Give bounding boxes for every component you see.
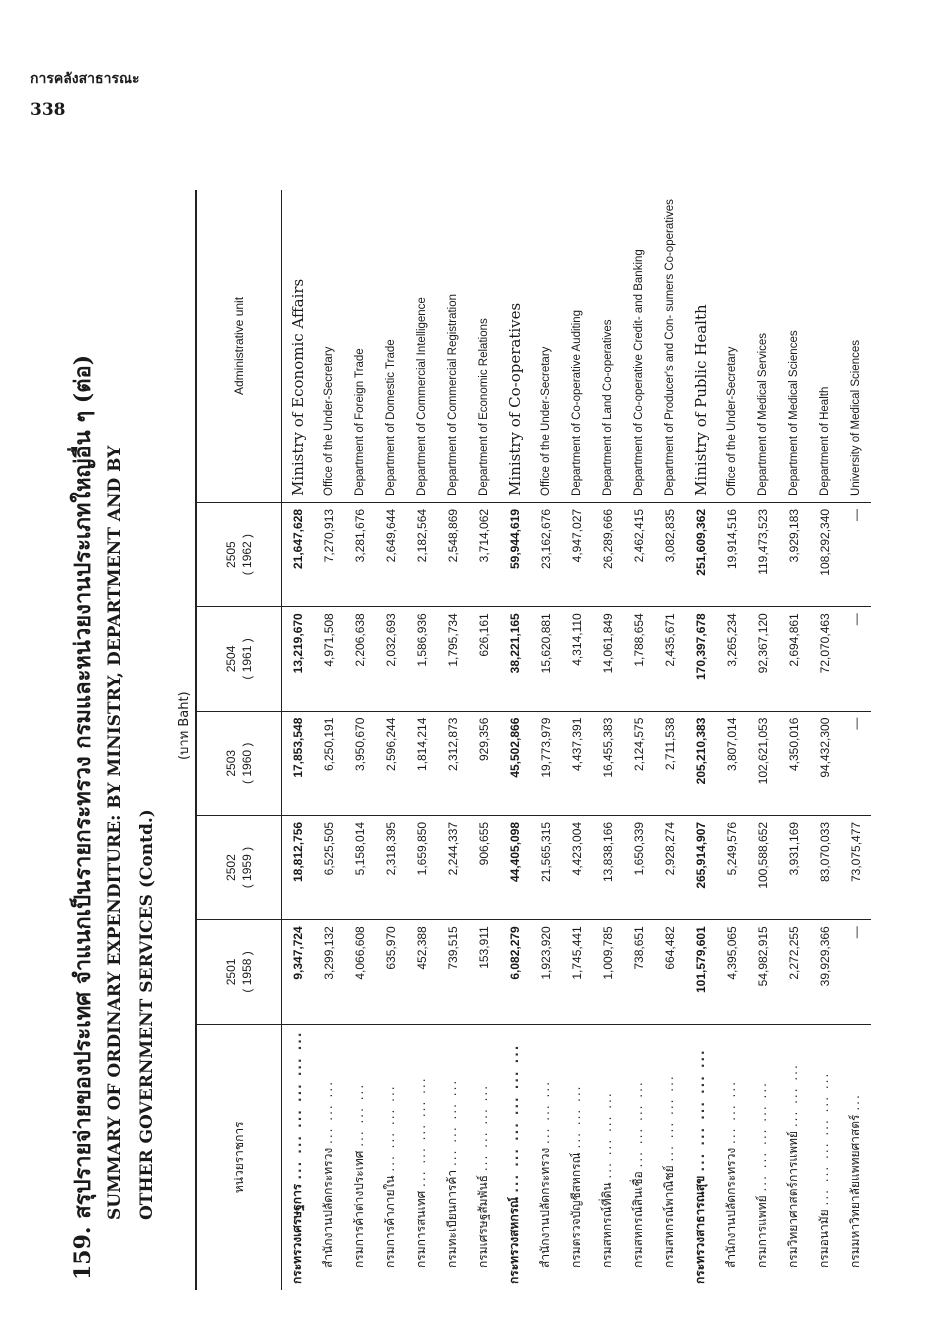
page-number: 338: [30, 100, 66, 120]
table-row: [623, 190, 654, 1290]
leader-dots: ... ... ... ... ... ...: [507, 1043, 521, 1193]
row-english-unit: Department of Producer's and Con- sumers Co-operatives: [654, 190, 685, 502]
table-row: [406, 190, 437, 1290]
thai-unit-label: กรมการค้าต่างประเทศ: [352, 1150, 366, 1268]
row-english-unit: Office of the Under-Secretary: [530, 190, 561, 502]
row-thai-unit: [282, 1024, 314, 1290]
value-cell: 2,312,873: [437, 711, 468, 815]
row-thai-unit: [654, 1024, 685, 1290]
leader-dots: ...: [848, 1093, 862, 1111]
value-cell: —: [840, 502, 871, 606]
value-cell: 3,265,234: [716, 607, 747, 711]
leader-dots: ... ... ...: [569, 1084, 583, 1149]
value-cell: 39,929,366: [809, 920, 840, 1024]
value-cell: 45,502,866: [499, 711, 530, 815]
table-row: [747, 190, 778, 1290]
year-be: 2505: [224, 541, 238, 568]
expenditure-table: [195, 190, 871, 1290]
row-english-unit: Department of Co-operative Auditing: [561, 190, 592, 502]
value-cell: 626,161: [468, 607, 499, 711]
value-cell: 906,655: [468, 815, 499, 919]
year-ad: ( 1958 ): [240, 951, 254, 993]
value-cell: 4,971,508: [313, 607, 344, 711]
table-row: [809, 190, 840, 1290]
row-thai-unit: [375, 1024, 406, 1290]
table-row: [654, 190, 685, 1290]
thai-unit-label: สำนักงานปลัดกระทรวง: [724, 1147, 738, 1268]
value-cell: 3,281,676: [344, 502, 375, 606]
value-cell: 6,082,279: [499, 920, 530, 1024]
value-cell: 108,292,340: [809, 502, 840, 606]
row-thai-unit: [406, 1024, 437, 1290]
row-english-unit: Department of Foreign Trade: [344, 190, 375, 502]
value-cell: 1,788,654: [623, 607, 654, 711]
row-thai-unit: [747, 1024, 778, 1290]
value-cell: 4,437,391: [561, 711, 592, 815]
row-thai-unit: [592, 1024, 623, 1290]
table-row: [437, 190, 468, 1290]
value-cell: 16,455,383: [592, 711, 623, 815]
value-cell: 2,244,337: [437, 815, 468, 919]
header-year-1960: [196, 711, 282, 815]
header-year-1958: [196, 920, 282, 1024]
value-cell: 119,473,523: [747, 502, 778, 606]
thai-unit-label: กรมอนามัย: [817, 1209, 831, 1268]
leader-dots: ... ... ...: [724, 1079, 738, 1144]
table-row: [716, 190, 747, 1290]
value-cell: 2,318,395: [375, 815, 406, 919]
row-thai-unit: [437, 1024, 468, 1290]
table-row: [468, 190, 499, 1290]
table-row: [778, 190, 809, 1290]
value-cell: 1,923,920: [530, 920, 561, 1024]
year-ad: ( 1959 ): [240, 846, 254, 889]
value-cell: 251,609,362: [685, 502, 716, 606]
thai-unit-label: กระทรวงสาธารณสุข: [693, 1175, 707, 1284]
value-cell: 452,388: [406, 920, 437, 1024]
thai-unit-label: สำนักงานปลัดกระทรวง: [321, 1147, 335, 1268]
value-cell: 26,289,666: [592, 502, 623, 606]
header-thai-unit: หน่วยราชการ: [196, 1024, 282, 1290]
leader-dots: ... ... ...: [352, 1082, 366, 1147]
value-cell: 19,914,516: [716, 502, 747, 606]
value-cell: 102,621,053: [747, 711, 778, 815]
value-cell: 44,405,098: [499, 815, 530, 919]
thai-unit-label: กระทรวงเศรษฐการ: [290, 1183, 304, 1284]
leader-dots: ... ... ... ... ... ...: [817, 1071, 831, 1206]
thai-unit-label: กรมสหกรณ์สินเชื่อ: [631, 1171, 645, 1268]
value-cell: 2,711,538: [654, 711, 685, 815]
leader-dots: ... ... ... ...: [476, 1083, 490, 1172]
table-row: [313, 190, 344, 1290]
value-cell: —: [840, 711, 871, 815]
value-cell: 170,397,678: [685, 607, 716, 711]
value-cell: 1,009,785: [592, 920, 623, 1024]
value-cell: 1,586,936: [406, 607, 437, 711]
table-title-english-line-1: SUMMARY OF ORDINARY EXPENDITURE: BY MINISTRY, DEPARTMENT AND BY: [105, 445, 125, 1220]
value-cell: 1,795,734: [437, 607, 468, 711]
value-cell: 3,931,169: [778, 815, 809, 919]
value-cell: 265,914,907: [685, 815, 716, 919]
value-cell: 4,066,608: [344, 920, 375, 1024]
table-row: [592, 190, 623, 1290]
value-cell: 73,075,477: [840, 815, 871, 919]
value-cell: 3,950,670: [344, 711, 375, 815]
row-thai-unit: [499, 1024, 530, 1290]
value-cell: 94,432,300: [809, 711, 840, 815]
thai-unit-label: กรมทะเบียนการค้า: [445, 1169, 459, 1268]
year-be: 2502: [224, 854, 238, 881]
value-cell: 2,182,564: [406, 502, 437, 606]
row-thai-unit: [840, 1024, 871, 1290]
value-cell: 1,650,339: [623, 815, 654, 919]
value-cell: 13,838,166: [592, 815, 623, 919]
value-cell: 2,206,638: [344, 607, 375, 711]
value-cell: 38,221,165: [499, 607, 530, 711]
thai-unit-label: กรมสหกรณ์ที่ดิน: [600, 1182, 614, 1268]
leader-dots: ... ... ...: [321, 1079, 335, 1144]
row-english-unit: Department of Domestic Trade: [375, 190, 406, 502]
value-cell: 72,070,463: [809, 607, 840, 711]
value-cell: 739,515: [437, 920, 468, 1024]
value-cell: —: [840, 607, 871, 711]
value-cell: 21,647,628: [282, 502, 314, 606]
leader-dots: ... ... ... ... ...: [414, 1076, 428, 1187]
row-thai-unit: [778, 1024, 809, 1290]
section-title: การคลังสาธารณะ: [30, 71, 140, 87]
table-row: [344, 190, 375, 1290]
value-cell: 23,162,676: [530, 502, 561, 606]
row-thai-unit: [809, 1024, 840, 1290]
unit-label: (บาท Baht): [177, 691, 192, 760]
row-english-unit: Department of Commercial Registration: [437, 190, 468, 502]
value-cell: 7,270,913: [313, 502, 344, 606]
leader-dots: ... ... ... ... ... ...: [290, 1030, 304, 1180]
row-thai-unit: [530, 1024, 561, 1290]
thai-unit-label: กรมการค้าภายใน: [383, 1175, 397, 1268]
value-cell: 6,250,191: [313, 711, 344, 815]
leader-dots: ... ... ... ...: [445, 1078, 459, 1167]
value-cell: 2,548,869: [437, 502, 468, 606]
value-cell: 4,350,016: [778, 711, 809, 815]
leader-dots: ... ... ... ...: [600, 1091, 614, 1179]
value-cell: 1,814,214: [406, 711, 437, 815]
row-english-unit: University of Medical Sciences: [840, 190, 871, 502]
value-cell: 4,423,004: [561, 815, 592, 919]
value-cell: 2,928,274: [654, 815, 685, 919]
value-cell: 1,659,850: [406, 815, 437, 919]
year-ad: ( 1962 ): [240, 533, 254, 576]
value-cell: 17,853,548: [282, 711, 314, 815]
header-year-1959: [196, 815, 282, 919]
year-be: 2501: [224, 958, 238, 986]
value-cell: 3,929,183: [778, 502, 809, 606]
year-be: 2504: [224, 645, 238, 673]
thai-unit-label: กรมตรวจบัญชีสหกรณ์: [569, 1152, 583, 1268]
value-cell: 4,947,027: [561, 502, 592, 606]
leader-dots: ... ... ... ...: [662, 1074, 676, 1162]
row-english-unit: Ministry of Public Health: [685, 190, 716, 502]
row-thai-unit: [716, 1024, 747, 1290]
row-english-unit: Ministry of Co-operatives: [499, 190, 530, 502]
value-cell: 83,070,033: [809, 815, 840, 919]
row-thai-unit: [623, 1024, 654, 1290]
value-cell: 153,911: [468, 920, 499, 1024]
value-cell: 3,807,014: [716, 711, 747, 815]
value-cell: 2,596,244: [375, 711, 406, 815]
row-thai-unit: [685, 1024, 716, 1290]
table-row: [282, 190, 314, 1290]
value-cell: 4,395,065: [716, 920, 747, 1024]
row-english-unit: Department of Medical Sciences: [778, 190, 809, 502]
value-cell: 14,061,849: [592, 607, 623, 711]
table-row: [840, 190, 871, 1290]
table-header-row: [196, 190, 282, 1290]
row-english-unit: Department of Health: [809, 190, 840, 502]
value-cell: 2,649,644: [375, 502, 406, 606]
table-row: [375, 190, 406, 1290]
value-cell: 2,435,671: [654, 607, 685, 711]
table-title-english-line-2: OTHER GOVERNMENT SERVICES (Contd.): [137, 809, 157, 1220]
header-year-1962: [196, 502, 282, 606]
leader-dots: ... ... ... ...: [383, 1084, 397, 1172]
value-cell: 3,299,132: [313, 920, 344, 1024]
value-cell: 2,124,575: [623, 711, 654, 815]
row-english-unit: Department of Economic Relations: [468, 190, 499, 502]
thai-unit-label: กระทรวงสหกรณ์: [507, 1196, 521, 1284]
row-english-unit: Office of the Under-Secretary: [716, 190, 747, 502]
rotated-table-page: [65, 130, 925, 1290]
row-english-unit: Ministry of Economic Affairs: [282, 190, 314, 502]
value-cell: 2,272,255: [778, 920, 809, 1024]
table-row: [530, 190, 561, 1290]
value-cell: 3,714,062: [468, 502, 499, 606]
value-cell: 9,347,724: [282, 920, 314, 1024]
leader-dots: ... ... ... ... ...: [755, 1081, 769, 1192]
value-cell: 2,462,415: [623, 502, 654, 606]
thai-unit-label: กรมวิทยาศาสตร์การแพทย์: [786, 1131, 800, 1268]
table-row: [499, 190, 530, 1290]
leader-dots: ... ... ...: [538, 1079, 552, 1144]
value-cell: 2,032,693: [375, 607, 406, 711]
value-cell: 5,249,576: [716, 815, 747, 919]
value-cell: 101,579,601: [685, 920, 716, 1024]
value-cell: 3,082,835: [654, 502, 685, 606]
row-english-unit: Department of Land Co-operatives: [592, 190, 623, 502]
thai-unit-label: กรมการแพทย์: [755, 1195, 769, 1268]
row-thai-unit: [561, 1024, 592, 1290]
header-administrative-unit: Administrative unit: [196, 190, 282, 502]
row-thai-unit: [344, 1024, 375, 1290]
table-body: [282, 190, 872, 1290]
leader-dots: ... ... ... ...: [631, 1080, 645, 1168]
leader-dots: ... ... ...: [786, 1063, 800, 1128]
year-ad: ( 1961 ): [240, 638, 254, 680]
row-english-unit: Office of the Under-Secretary: [313, 190, 344, 502]
thai-unit-label: กรมการสนเทศ: [414, 1190, 428, 1268]
value-cell: 15,620,881: [530, 607, 561, 711]
value-cell: 1,745,441: [561, 920, 592, 1024]
leader-dots: ... ... ... ... ...: [693, 1048, 707, 1172]
table-title-thai: 159. สรุปรายจ่ายของประเทศ จำแนกเป็นรายกระทรวง กรมและหน่วยงานประเภทใหญ่อื่น ๆ (ต่อ): [70, 354, 96, 1280]
value-cell: 54,982,915: [747, 920, 778, 1024]
thai-unit-label: สำนักงานปลัดกระทรวง: [538, 1147, 552, 1268]
value-cell: 21,565,315: [530, 815, 561, 919]
value-cell: 738,651: [623, 920, 654, 1024]
value-cell: 5,158,014: [344, 815, 375, 919]
value-cell: 13,219,670: [282, 607, 314, 711]
value-cell: 2,694,861: [778, 607, 809, 711]
row-thai-unit: [468, 1024, 499, 1290]
header-year-1961: [196, 607, 282, 711]
value-cell: 635,970: [375, 920, 406, 1024]
thai-unit-label: กรมเศรษฐสัมพันธ์: [476, 1175, 490, 1268]
thai-unit-label: กรมสหกรณ์พาณิชย์: [662, 1165, 676, 1268]
value-cell: 664,482: [654, 920, 685, 1024]
table-row: [561, 190, 592, 1290]
table-row: [685, 190, 716, 1290]
value-cell: 18,812,756: [282, 815, 314, 919]
value-cell: —: [840, 920, 871, 1024]
value-cell: 59,944,619: [499, 502, 530, 606]
value-cell: 205,210,383: [685, 711, 716, 815]
value-cell: 100,588,652: [747, 815, 778, 919]
row-english-unit: Department of Commercial Intelligence: [406, 190, 437, 502]
value-cell: 19,773,979: [530, 711, 561, 815]
row-english-unit: Department of Medical Services: [747, 190, 778, 502]
value-cell: 6,525,505: [313, 815, 344, 919]
thai-unit-label: กรมมหาวิทยาลัยแพทยศาสตร์: [848, 1114, 862, 1268]
year-ad: ( 1960 ): [240, 742, 254, 784]
row-thai-unit: [313, 1024, 344, 1290]
value-cell: 4,314,110: [561, 607, 592, 711]
value-cell: 929,356: [468, 711, 499, 815]
value-cell: 92,367,120: [747, 607, 778, 711]
year-be: 2503: [224, 749, 238, 777]
row-english-unit: Department of Co-operative Credit- and Banking: [623, 190, 654, 502]
